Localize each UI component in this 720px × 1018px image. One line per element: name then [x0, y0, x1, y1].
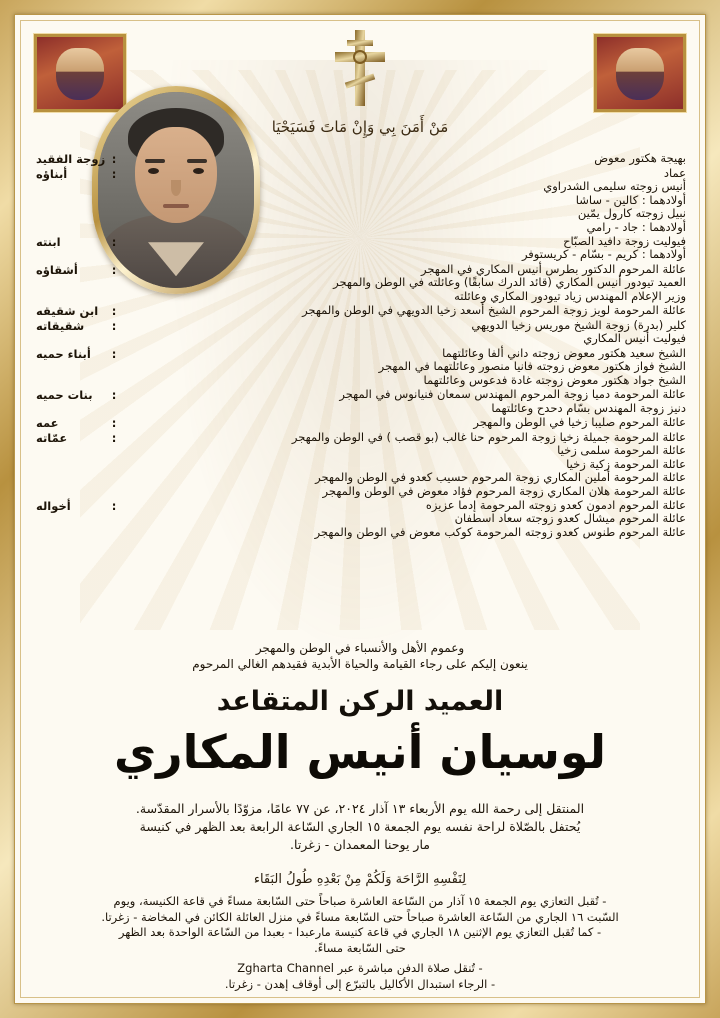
- relation-value: الشيخ جواد هكتور معوض زوجته غادة فدعوس وعائلتهما: [423, 372, 686, 387]
- details-line-1: - تُقبل التعازي يوم الجمعة ١٥ آذار من السّاعة العاشرة صباحاً حتى السّابعة مساءً في قاعة الكنيسة، ويوم: [113, 894, 607, 908]
- closing-line-1: وعموم الأهل والأنسباء في الوطن والمهجر: [255, 641, 465, 655]
- relation-row: [36, 388, 686, 415]
- consolation-verse: لِنَفْسِهِ الرَّاحَة وَلَكُمْ مِنْ بَعْدِهِ طُولُ البَقَاء: [253, 872, 467, 887]
- relation-value: العميد تيودور أنيس المكاري (قائد الدرك سابقًا) وعائلته في الوطن والمهجر: [333, 275, 686, 290]
- relation-row: [36, 347, 686, 387]
- relation-values: [118, 304, 686, 317]
- relation-separator: :: [111, 262, 117, 277]
- relation-value: أولادهما : جاد - رامي: [586, 219, 686, 234]
- footer-line-2: - الرجاء استبدال الأكاليل بالتبرّع إلى أوقاف إهدن - زغرتا.: [224, 976, 496, 991]
- resurrection-icon: [594, 34, 686, 112]
- deceased-rank: العميد الركن المتقاعد: [216, 686, 504, 717]
- relation-value: وزير الإعلام المهندس زياد تيودور المكاري وعائلته: [454, 288, 686, 303]
- relation-value: فيوليت زوجة دافيد الصبّاح: [563, 234, 686, 249]
- relation-values: [118, 319, 686, 346]
- relation-row: [36, 152, 686, 166]
- relation-row: [36, 319, 686, 346]
- obituary-text: [46, 800, 674, 854]
- relation-separator: :: [111, 498, 117, 513]
- relation-values: [118, 416, 686, 429]
- relation-label: أشقاؤه: [36, 262, 78, 277]
- relation-value: عائلة المرحوم الدكتور بطرس أنيس المكاري في المهجر: [421, 261, 686, 276]
- relation-value: عائلة المرحومة لويز زوجة المرحوم الشيخ أسعد زخيا الدويهي في الوطن والمهجر: [302, 303, 686, 318]
- relation-label: أخواله: [36, 498, 71, 513]
- relation-value: الشيخ سعيد هكتور معوض زوجته داني ألفا وعائلتهما: [442, 345, 686, 360]
- icon-figure: [616, 48, 664, 100]
- relation-row: [36, 499, 686, 539]
- relation-label: ابنته: [36, 235, 61, 250]
- relation-values: [118, 235, 686, 262]
- obituary-line-2: يُحتفل بالصّلاة لراحة نفسه يوم الجمعة ١٥ الجاري السّاعة الرابعة بعد الظهر في كنيسة: [139, 819, 581, 834]
- relation-row: [36, 304, 686, 318]
- relation-separator: :: [111, 304, 117, 319]
- relation-value: بهيجة هكتور معوض: [594, 151, 686, 165]
- obituary-line-3: مار يوحنا المعمدان - زغرتا.: [290, 837, 430, 852]
- relation-label: ابن شقيقه: [36, 304, 99, 319]
- scripture-line: مَنْ أَمَنَ بِي وَإِنْ مَاتَ فَسَيَحْيَا: [271, 118, 449, 136]
- relation-values: [118, 347, 686, 387]
- relation-value: الشيخ فواز هكتور معوض زوجته فانيا منصور وعائلتهما في المهجر: [378, 359, 686, 374]
- relation-value: عائلة المرحومة هلان المكاري زوجة المرحوم فؤاد معوض في الوطن والمهجر: [322, 483, 686, 498]
- relation-row: [36, 416, 686, 430]
- condolences-details: [46, 894, 674, 956]
- relation-value: عائلة المرحوم ميشال كعدو زوجته سعاد اسطفان: [454, 511, 686, 526]
- details-line-3: - كما تُقبل التعازي يوم الإثنين ١٨ الجاري في قاعة كنيسة مارعبدا - بعبدا من السّاعة الواحدة بعد الظهر: [118, 925, 602, 939]
- relation-separator: :: [111, 430, 117, 445]
- relation-separator: :: [111, 415, 117, 430]
- relation-row: [36, 167, 686, 234]
- relation-row: [36, 431, 686, 498]
- relation-separator: :: [111, 346, 117, 361]
- relation-values: [118, 499, 686, 539]
- relation-label: شقيقاته: [36, 319, 85, 334]
- relation-value: عائلة المرحومة زكية زخيا: [566, 456, 686, 471]
- relation-label: زوجة الفقيد: [36, 152, 106, 166]
- relation-row: [36, 263, 686, 303]
- relation-label: أبناء حميه: [36, 346, 91, 361]
- relation-separator: :: [111, 235, 117, 250]
- relation-values: [118, 152, 686, 165]
- relation-label: بنات حميه: [36, 388, 93, 403]
- relation-value: عائلة المرحومة سلمى زخيا: [557, 443, 686, 458]
- relation-value: دنيز زوجة المهندس بسّام دحدح وعائلتهما: [491, 400, 686, 415]
- relation-label: أبناؤه: [36, 167, 68, 181]
- relation-value: عماد: [663, 166, 686, 180]
- closing-line-2: ينعون إليكم على رجاء القيامة والحياة الأبدية فقيدهم الغالي المرحوم: [192, 657, 528, 671]
- relation-values: [118, 167, 686, 234]
- relation-values: [118, 263, 686, 303]
- footer-line-1: [46, 961, 674, 977]
- relation-value: عائلة المرحوم ادمون كعدو زوجته المرحومة إدما عزيزه: [425, 497, 686, 512]
- relation-separator: :: [111, 319, 117, 334]
- relation-separator: :: [111, 152, 117, 166]
- closing-paragraph: [0, 640, 720, 672]
- relation-label: عمّاته: [36, 430, 68, 445]
- details-line-4: حتى السّابعة مساءً.: [314, 940, 406, 955]
- relation-values: [118, 388, 686, 415]
- relation-value: فيوليت أنيس المكاري: [583, 331, 686, 346]
- deceased-name: لوسيان أنيس المكاري: [113, 725, 607, 779]
- details-line-2: السّبت ١٦ الجاري من السّاعة العاشرة صباحاً حتى السّابعة مساءً في منزل العائلة الكائن في المخاضة - زغرتا.: [101, 909, 619, 924]
- relation-value: عائلة المرحومة دميا زوجة المرحوم المهندس سمعان فنيانوس في المهجر: [339, 387, 686, 402]
- relation-value: أنيس زوجته سليمى الشدراوي: [543, 179, 686, 194]
- relation-value: أولادهما : كالين - ساشا: [575, 192, 686, 207]
- relation-value: نبيل زوجته كارول يمّين: [577, 206, 686, 221]
- relation-separator: :: [111, 167, 117, 181]
- relation-value: عائلة المرحوم صليبا زخيا في الوطن والمهجر: [473, 414, 686, 429]
- relations-table: [36, 152, 686, 540]
- footer-line-1-prefix: - تُنقل صلاة الدفن مباشرة عبر: [333, 961, 483, 975]
- relation-value: أولادهما : كريم - بسّام - كريستوفر: [521, 247, 686, 262]
- relation-row: [36, 235, 686, 262]
- zgharta-channel-name: Zgharta Channel: [237, 961, 334, 975]
- obituary-line-1: المنتقل إلى رحمة الله يوم الأربعاء ١٣ آذار ٢٠٢٤، عن ٧٧ عامًا، مزوّدًا بالأسرار المقدّسة.: [135, 801, 585, 816]
- relation-label: عمه: [36, 415, 59, 430]
- relation-separator: :: [111, 388, 117, 403]
- orthodox-cross-icon: [325, 26, 395, 110]
- relation-value: عائلة المرحومة أملين المكاري زوجة المرحوم حسيب كعدو في الوطن والمهجر: [315, 470, 686, 485]
- relation-value: كلير (بدرة) زوجة الشيخ موريس زخيا الدويهي: [471, 318, 686, 333]
- relation-value: عائلة المرحومة جميلة زخيا زوجة المرحوم حنا غالب (بو قصب ) في الوطن والمهجر: [291, 429, 686, 444]
- relation-value: عائلة المرحوم طنوس كعدو زوجته المرحومة كوكب معوض في الوطن والمهجر: [314, 524, 686, 539]
- relation-values: [118, 431, 686, 498]
- broadcast-footer: [46, 961, 674, 992]
